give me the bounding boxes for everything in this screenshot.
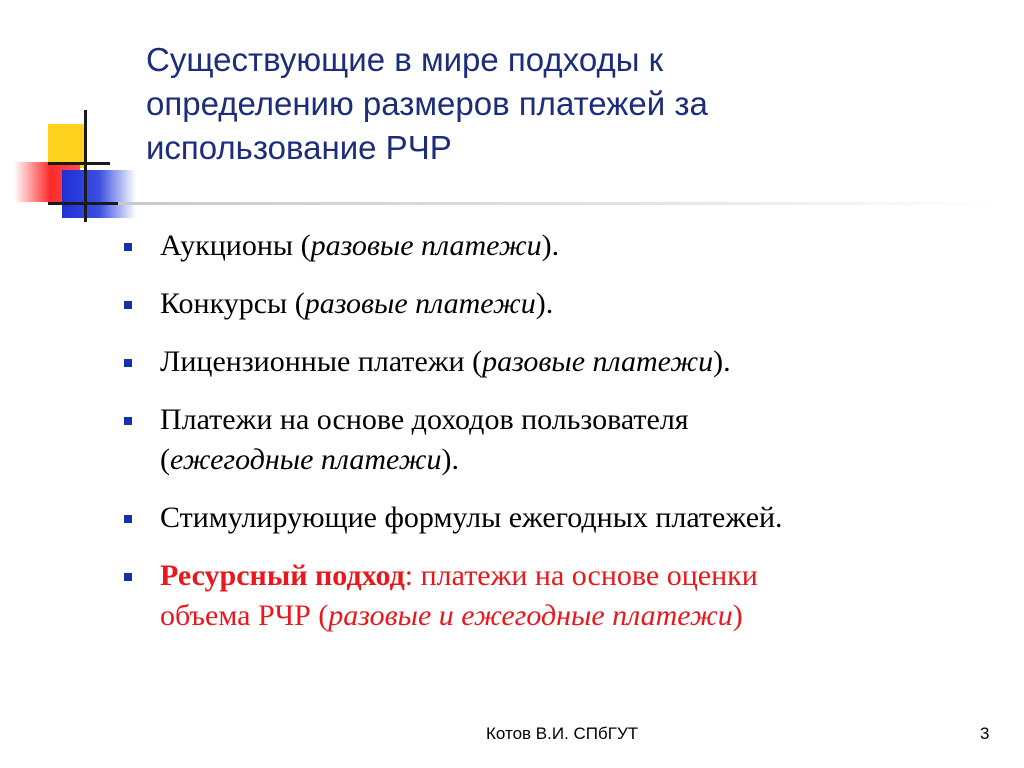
title-line: определению размеров платежей за (146, 85, 708, 122)
title-line: Существующие в мире подходы к (146, 41, 664, 78)
bullet-text: : платежи на основе оценки (404, 559, 758, 592)
bullet-item-license-fees (124, 342, 1004, 382)
bullet-item-auctions (124, 226, 1004, 266)
bullet-italic: разовые платежи (482, 345, 714, 378)
logo-vertical-line (84, 110, 87, 222)
logo-horizontal-line (48, 162, 110, 165)
bullet-item-resource-approach (124, 556, 1004, 636)
bullet-text: Стимулирующие формулы ежегодных платежей. (160, 501, 783, 534)
bullet-item-income-based (124, 400, 1004, 480)
bullet-tail: ) (732, 599, 743, 632)
bullet-italic: разовые платежи (310, 229, 542, 262)
bullet-text: Лицензионные платежи ( (160, 345, 483, 378)
bullet-list (124, 226, 1004, 654)
title-divider (118, 202, 998, 205)
bullet-tail: ). (541, 229, 560, 262)
bullet-tail: ). (535, 287, 554, 320)
slide-title (146, 38, 986, 170)
bullet-italic: разовые платежи (304, 287, 536, 320)
bullet-italic: разовые и ежегодные платежи (328, 599, 733, 632)
bullet-item-contests (124, 284, 1004, 324)
bullet-text: Аукционы ( (160, 229, 311, 262)
bullet-italic: ежегодные платежи (170, 443, 442, 476)
bullet-text: ( (160, 443, 170, 476)
bullet-square-icon (124, 243, 132, 251)
bullet-strong: Ресурсный подход (160, 559, 405, 592)
page-number: 3 (980, 724, 990, 743)
bullet-square-icon (124, 359, 132, 367)
blue-square (62, 170, 136, 218)
title-line: использование РЧР (146, 129, 452, 166)
bullet-text: Платежи на основе доходов пользователя (160, 403, 689, 436)
bullet-tail: ). (441, 443, 459, 476)
bullet-square-icon (124, 573, 132, 581)
bullet-square-icon (124, 417, 132, 425)
bullet-text: объема РЧР ( (160, 599, 329, 632)
bullet-item-incentive-formulas (124, 498, 1004, 538)
footer-author: Котов В.И. СПбГУТ (486, 724, 639, 743)
bullet-text: Конкурсы ( (160, 287, 305, 320)
bullet-tail: ). (713, 345, 731, 378)
bullet-square-icon (124, 301, 132, 309)
slide-footer (0, 724, 1024, 748)
bullet-square-icon (124, 515, 132, 523)
